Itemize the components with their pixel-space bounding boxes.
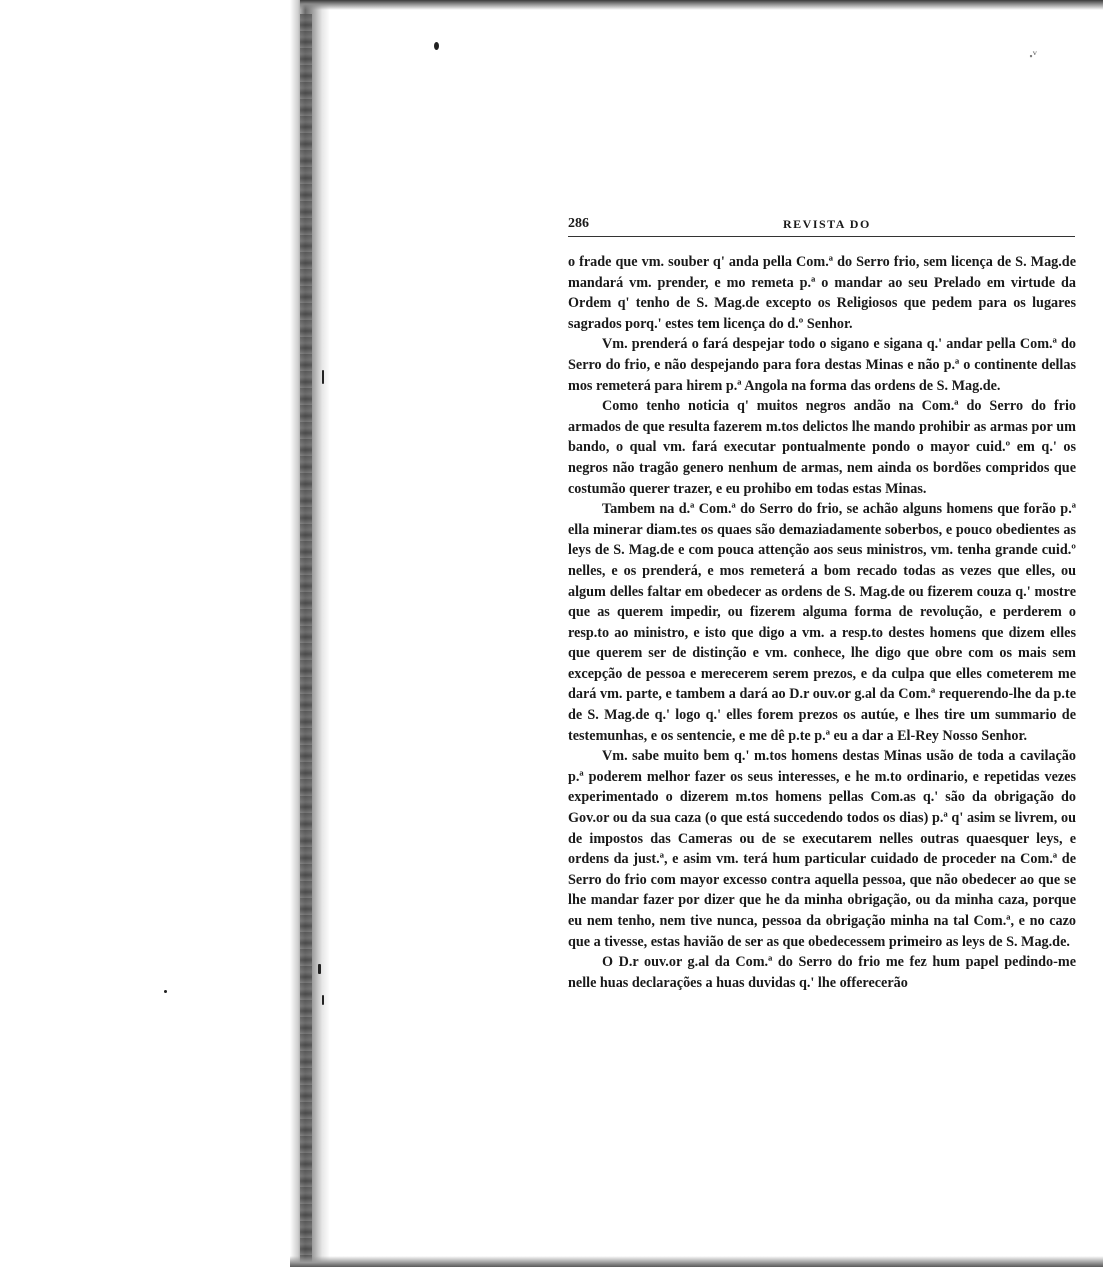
- paragraph-5: Vm. sabe muito bem q.' m.tos homens destas Minas usão de toda a cavilação p.ª poderem melhor fazer os seus interesses, e he m.to ordinario, e repetidas vezes experimentado o dizerem m.tos homens pellas Com.as q.' são da obrigação do Gov.or ou da sua caza (o que está succedendo todos os dias) p.ª q' asim se livrem, ou de impostos das Cameras ou de se executarem nelles outras quaesquer leys, e ordens da just.ª, e asim vm. terá hum particular cuidado de proceder na Com.ª de Serro do frio com mayor excesso contra aquella pessoa, que não obedecer ao que se lhe mandar fazer por dizer que he da minha obrigação, ou da minha caza, porque eu nem tenho, nem tive nunca, pessoa da obrigação minha na tal Com.ª, e no cazo que a tivesse, estas havião de ser as que obedecessem primeiro as leys de S. Mag.de.: [568, 748, 1076, 950]
- ink-speck: [434, 42, 439, 50]
- ink-speck: [164, 990, 167, 993]
- page-number: 286: [568, 216, 589, 231]
- top-edge-shadow: [300, 0, 1103, 10]
- ink-speck: [322, 370, 324, 384]
- paragraph-6: O D.r ouv.or g.al da Com.ª do Serro do frio me fez hum papel pedindo-me nelle huas declarações a huas duvidas q.' lhe offerecerão: [568, 954, 1076, 991]
- binding-edge: [300, 14, 312, 1267]
- ink-speck: [318, 964, 321, 974]
- document-body: [568, 252, 1076, 993]
- paragraph-1: o frade que vm. souber q' anda pella Com.ª do Serro frio, sem licença de S. Mag.de mandará vm. prender, e mo remeta p.ª o mandar ao seu Prelado em virtude da Ordem q' tenho de S. Mag.de excepto os Religiosos que pedem para os lugares sagrados porq.' estes tem licença do d.º Senhor.: [568, 254, 1076, 332]
- running-title: REVISTA DO: [783, 217, 871, 231]
- paragraph-4: Tambem na d.ª Com.ª do Serro do frio, se achão alguns homens que forão p.ª ella minerar diam.tes os quaes são demaziadamente soberbos, e pouco obedientes as leys de S. Mag.de e com pouca attenção aos seus ministros, vm. tenha grande cuid.º nelles, e os prenderá, e mos remeterá a bom recado todas as vezes que elles, ou algum delles faltar em obedecer as ordens de S. Mag.de ou fizerem couza q.' mostre que as querem impedir, ou fizerem alguma forma de revolução, e perderem o resp.to ao ministro, e isto que digo a vm. a resp.to destes homens que dizem elles que querem ser de distinção e vm. conhece, lhe digo que obre com os mais sem excepção de pessoa e merecerem serem prezos, e da culpa que elles cometerem me dará vm. parte, e tambem a dará ao D.r ouv.or g.al da Com.ª requerendo-lhe da p.te de S. Mag.de q.' logo q.' elles forem prezos os autúe, e lhes tire um summario de testemunhas, e os sentencie, e me dê p.te p.ª eu a dar a El-Rey Nosso Senhor.: [568, 501, 1076, 744]
- paragraph-2: Vm. prenderá o fará despejar todo o sigano e sigana q.' andar pella Com.ª do Serro do frio, e não despejando para fora destas Minas e não p.ª o continente dellas mos remeterá para hirem p.ª Angola na forma das ordens de S. Mag.de.: [568, 336, 1076, 394]
- ink-speck: [322, 995, 324, 1005]
- bottom-edge-shadow: [290, 1256, 1103, 1267]
- running-header: [568, 216, 1075, 237]
- paragraph-3: Como tenho noticia q' muitos negros andão na Com.ª do Serro do frio armados de que resulta fazerem m.tos delictos lhe mando prohibir as armas por um bando, o qual vm. fará executar pontualmente pondo o mayor cuid.º em q.' os negros não tragão genero nenhum de armas, nem ainda os bordões compridos que costumão querer trazer, e eu prohibo em todas estas Minas.: [568, 398, 1076, 497]
- corner-mark: ⸼ ᵥ: [1030, 43, 1035, 58]
